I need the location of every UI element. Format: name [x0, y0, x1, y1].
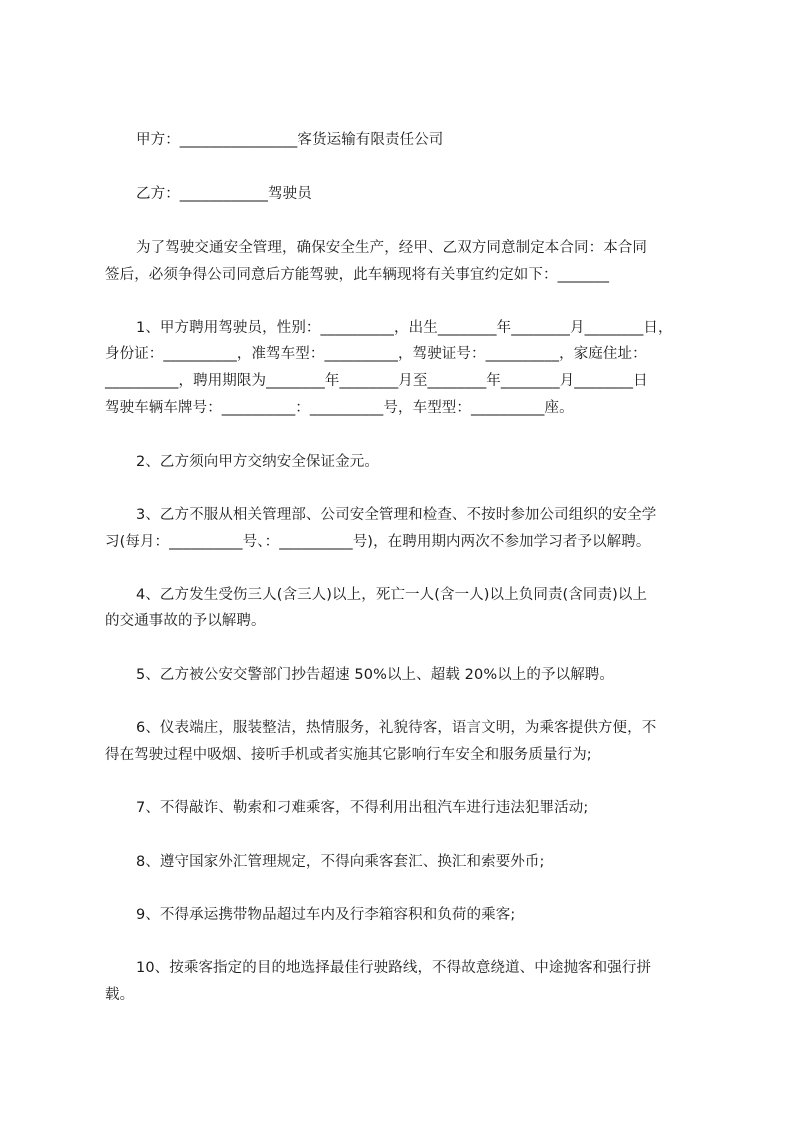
- clause-3-line-2: 习(每月：__________号、：__________号)，在聘用期内两次不参加学习者予以解聘。: [105, 534, 651, 550]
- clause-10-line-1: 10、按乘客指定的目的地选择最佳行驶路线，不得故意绕道、中途抛客和强行拼: [136, 960, 652, 976]
- clause-9-line-1: 9、不得承运携带物品超过车内及行李箱容积和负荷的乘客;: [136, 907, 516, 923]
- intro-line-2: 签后，必须争得公司同意后方能驾驶，此车辆现将有关事宜约定如下：_______: [105, 267, 610, 283]
- clause-3-line-1: 3、乙方不服从相关管理部、公司安全管理和检查、不按时参加公司组织的安全学: [136, 507, 657, 523]
- clause-6-line-2: 得在驾驶过程中吸烟、接听手机或者实施其它影响行车安全和服务质量行为;: [105, 747, 592, 763]
- clause-1-line-4: 驾驶车辆车牌号：__________：__________号，车型型：__________座。: [105, 400, 574, 416]
- clause-10-line-2: 载。: [105, 987, 135, 1003]
- clause-1-line-3: __________，聘用期限为________年________月至________年________月________日: [105, 373, 648, 389]
- clause-2-line-1: 2、乙方须向甲方交纳安全保证金元。: [136, 454, 379, 470]
- intro-line-1: 为了驾驶交通安全管理，确保安全生产，经甲、乙双方同意制定本合同：本合同: [136, 240, 647, 256]
- clause-6-line-1: 6、仪表端庄，服装整洁，热情服务，礼貌待客，语言文明，为乘客提供方便，不: [136, 720, 657, 736]
- clause-7-line-1: 7、不得敲诈、勒索和刁难乘客，不得利用出租汽车进行违法犯罪活动;: [136, 800, 589, 816]
- clause-4-line-1: 4、乙方发生受伤三人(含三人)以上，死亡一人(含一人)以上负同责(含同责)以上: [136, 587, 648, 603]
- clause-4-line-2: 的交通事故的予以解聘。: [105, 613, 266, 629]
- clause-8-line-1: 8、遵守国家外汇管理规定，不得向乘客套汇、换汇和索要外币;: [136, 854, 545, 870]
- clause-1-line-2: 身份证：__________，准驾车型：__________，驾驶证号：__________，家庭住址：: [105, 346, 647, 362]
- clause-5-line-1: 5、乙方被公安交警部门抄告超速 50%以上、超载 20%以上的予以解聘。: [136, 667, 614, 683]
- clause-1-line-1: 1、甲方聘用驾驶员，性别：__________，出生________年________月________日，: [136, 320, 673, 336]
- party-a-line: 甲方：________________客货运输有限责任公司: [136, 132, 444, 148]
- party-b-line: 乙方：____________驾驶员: [136, 186, 312, 202]
